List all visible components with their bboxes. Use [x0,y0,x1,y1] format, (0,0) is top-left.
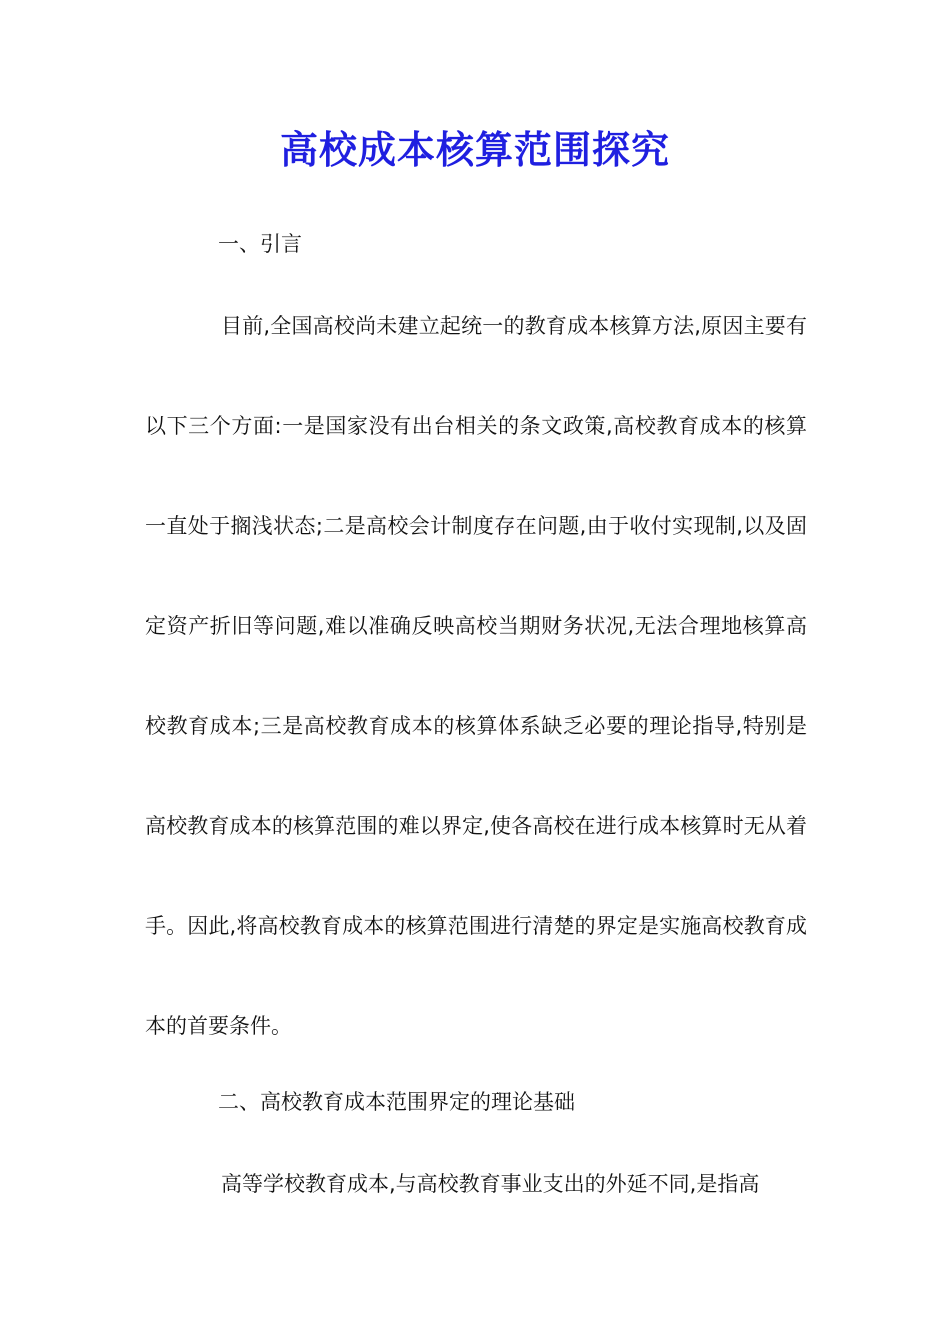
document-title: 高校成本核算范围探究 [279,127,670,172]
section-heading-theoretical-basis: 二、高校教育成本范围界定的理论基础 [218,1090,575,1114]
section-heading-introduction: 一、引言 [218,232,302,256]
paragraph-introduction: 目前,全国高校尚未建立起统一的教育成本核算方法,原因主要有以下三个方面:一是国家没有出台相关的条文政策,高校教育成本的核算一直处于搁浅状态;二是高校会计制度存在问题,由于收付实现制,以及固定资产折旧等问题,难以准确反映高校当期财务状况,无法合理地核算高校教育成本;三是高校教育成本的核算体系缺乏必要的理论指导,特别是高校教育成本的核算范围的难以界定,使各高校在进行成本核算时无从着手。因此,将高校教育成本的核算范围进行清楚的界定是实施高校教育成本的首要条件。 [145,314,807,1038]
paragraph-theoretical-basis: 高等学校教育成本,与高校教育事业支出的外延不同,是指高 [221,1172,760,1196]
